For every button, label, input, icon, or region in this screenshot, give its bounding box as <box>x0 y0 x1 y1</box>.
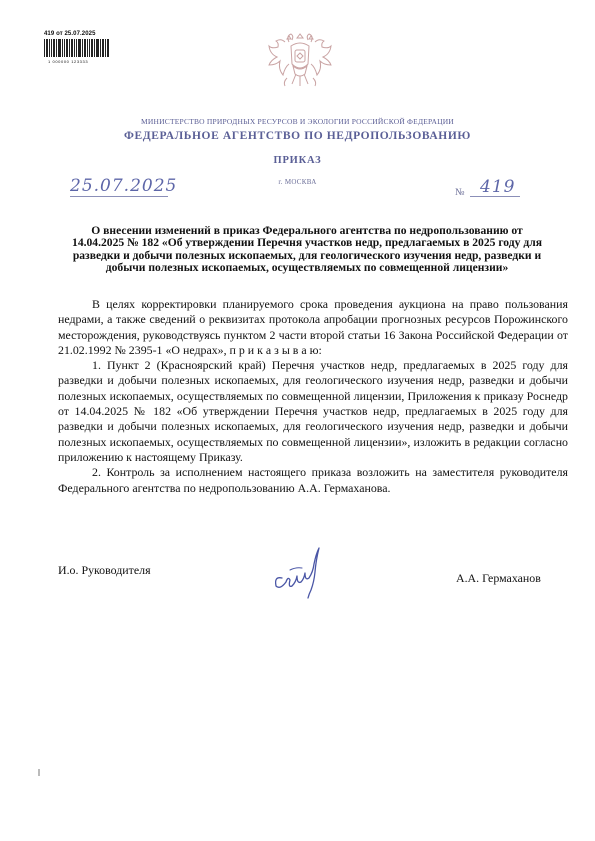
agency-name: ФЕДЕРАЛЬНОЕ АГЕНТСТВО ПО НЕДРОПОЛЬЗОВАНИЮ <box>124 130 471 142</box>
barcode-icon <box>44 39 110 61</box>
number-label: № <box>455 187 465 198</box>
signature-icon <box>268 546 328 602</box>
margin-mark <box>38 769 40 776</box>
item-2-paragraph: 2. Контроль за исполнением настоящего приказа возложить на заместителя руководителя Федерального агентства по недропользованию А.А. Гермаханова. <box>58 465 568 495</box>
document-type: ПРИКАЗ <box>273 155 322 166</box>
order-heading: О внесении изменений в приказ Федерального агентства по недропользованию от 14.04.2025 № 182 «Об утверждении Перечня участков недр, предлагаемых в 2025 году для разведки и добычи полезных ископаемых, для геологического изучения недр, разведки и добычи полезных ископаемых, осуществляемых по совмещенной лицензии» <box>72 224 542 275</box>
coat-of-arms-icon <box>263 24 337 98</box>
handwritten-date: 25.07.2025 <box>70 176 178 196</box>
signatory-position: И.о. Руководителя <box>58 563 151 577</box>
handwritten-number: 419 <box>480 177 516 197</box>
city-label: г. МОСКВА <box>278 178 317 186</box>
barcode-digits: 1 000000 123333 <box>48 59 89 64</box>
ministry-name: МИНИСТЕРСТВО ПРИРОДНЫХ РЕСУРСОВ И ЭКОЛОГИИ РОССИЙСКОЙ ФЕДЕРАЦИИ <box>141 117 454 126</box>
preamble-paragraph: В целях корректировки планируемого срока проведения аукциона на право пользования недрами, а также сведений о реквизитах протокола апробации прогнозных ресурсов Порожинского месторождения, руководствуясь пунктом 2 части второй статьи 16 Закона Российской Федерации от 21.02.1992 № 2395-1 «О недрах», п р и к а з ы в а ю: <box>58 297 568 357</box>
number-underline <box>470 196 520 197</box>
signatory-name: А.А. Гермаханов <box>456 571 541 585</box>
date-underline <box>70 196 168 197</box>
order-body <box>58 297 568 496</box>
registration-stamp: 419 от 25.07.2025 <box>44 31 96 37</box>
item-1-paragraph: 1. Пункт 2 (Красноярский край) Перечня участков недр, предлагаемых в 2025 году для разведки и добычи полезных ископаемых, для геологического изучения недр, разведки и добычи полезных ископаемых, осуществляемых по совмещенной лицензии, Приложения к приказу Роснедр от 14.04.2025 № 182 «Об утверждении Перечня участков недр, предлагаемых в 2025 году для разведки и добычи полезных ископаемых, для геологического изучения недр, разведки и добычи полезных ископаемых, осуществляемых по совмещенной лицензии», изложить в редакции согласно приложению к настоящему Приказу. <box>58 358 568 464</box>
